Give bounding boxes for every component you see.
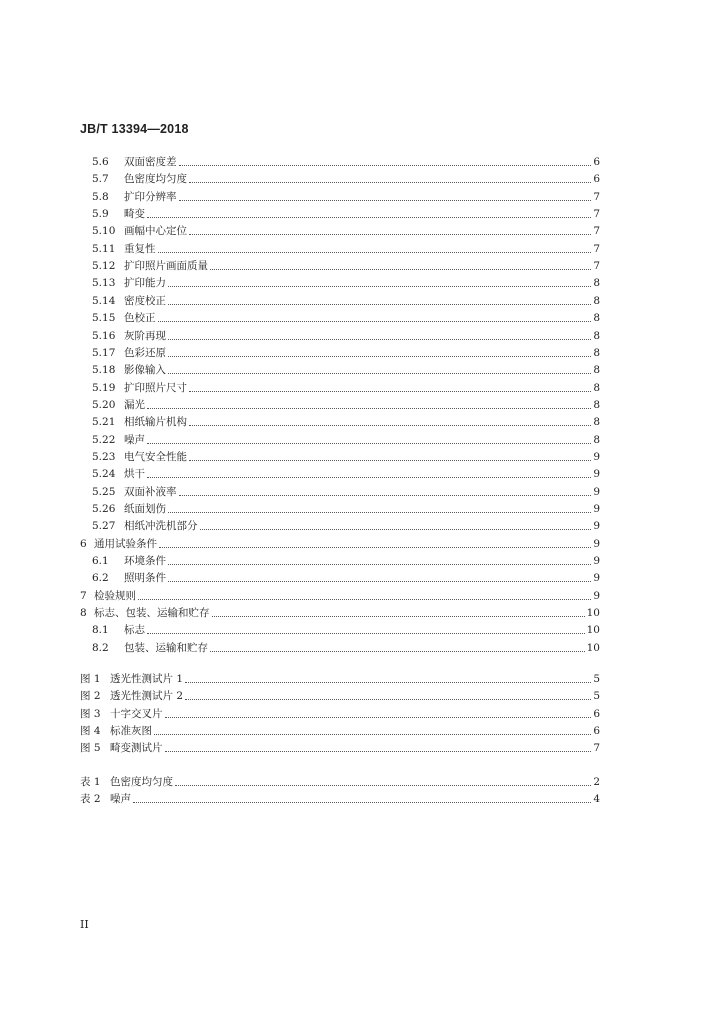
toc-entry[interactable] [80,792,600,806]
toc-entry-page-number: 9 [593,572,600,585]
toc-entry[interactable] [92,381,600,395]
toc-entry-number: 6.1 [92,555,109,568]
toc-entry[interactable] [92,329,600,343]
toc-entry[interactable] [92,259,600,273]
toc-entry-page-number: 7 [593,208,600,221]
dot-leader [189,391,591,392]
toc-entry-page-number: 7 [593,242,600,255]
dot-leader [189,460,591,461]
toc-entry-title: 双面密度差 [124,156,177,168]
toc-entry-title: 畸变测试片 [110,742,163,755]
toc-entry-title: 影像输入 [124,364,166,377]
toc-entry[interactable] [92,571,600,585]
dot-leader [168,286,591,287]
toc-entry-title: 扩印能力 [124,277,166,290]
toc-entry-title: 十字交叉片 [110,707,163,720]
toc-entry[interactable] [80,724,600,738]
dot-leader [133,802,591,803]
toc-entry-title: 双面补液率 [124,485,177,498]
toc-entry[interactable] [92,641,600,655]
dot-leader [189,182,591,183]
toc-entry[interactable] [92,346,600,360]
toc-entry-number: 5.17 [92,346,116,359]
toc-entry-title: 扩印分辨率 [124,190,177,203]
dot-leader [158,321,592,322]
toc-entry-title: 噪声 [124,433,145,446]
dot-leader [189,425,591,426]
toc-entry[interactable] [92,467,600,481]
toc-entry-title: 扩印照片尺寸 [124,381,187,394]
toc-entry-page-number: 6 [593,156,600,168]
toc-entry-page-number: 8 [593,346,600,359]
dot-leader [154,734,591,735]
toc-entry-title: 烘干 [124,468,145,481]
toc-entry-number: 5.14 [92,294,116,307]
toc-entry-title: 相纸输片机构 [124,416,187,429]
toc-entry-page-number: 10 [586,624,600,637]
toc-entry-number: 5.9 [92,208,109,221]
dot-leader [210,269,591,270]
toc-entry-title: 扩印照片画面质量 [124,260,208,273]
toc-entry-page-number: 9 [593,537,600,550]
toc-entry[interactable] [92,450,600,464]
toc-entry-number: 表 2 [80,793,101,806]
toc-entry-title: 噪声 [110,793,131,806]
toc-entry[interactable] [92,519,600,533]
page-number-footer: II [80,918,89,931]
toc-entry-page-number: 8 [593,294,600,307]
toc-entry-page-number: 5 [593,673,600,685]
toc-entry-title: 灰阶再现 [124,329,166,342]
toc-entry-number: 5.11 [92,242,116,255]
toc-entry-number: 8.1 [92,624,109,637]
toc-entry[interactable] [92,623,600,637]
dot-leader [159,547,591,548]
toc-entry-title: 色彩还原 [124,346,166,359]
toc-entry-title: 色校正 [124,312,156,325]
toc-entry-page-number: 9 [593,503,600,515]
toc-entry-title: 检验规则 [94,589,136,602]
toc-entry-page-number: 9 [593,485,600,498]
dot-leader [179,200,592,201]
toc-entry-number: 5.10 [92,225,116,238]
toc-entry-number: 5.26 [92,503,116,515]
toc-entry-number: 5.21 [92,416,116,429]
dot-leader [165,717,592,718]
toc-entry-page-number: 10 [586,641,600,654]
toc-entry-page-number: 8 [593,312,600,325]
dot-leader [147,633,585,634]
toc-entry[interactable] [92,155,600,169]
toc-entry-page-number: 7 [593,260,600,273]
toc-entry-number: 8 [80,607,87,620]
toc-entry-number: 6 [80,537,87,550]
dot-leader [189,234,591,235]
toc-entry-title: 相纸冲洗机部分 [124,520,198,533]
toc-entry[interactable] [92,398,600,412]
toc-entry-number: 5.7 [92,173,109,186]
dot-leader [185,682,591,683]
toc-entry[interactable] [80,672,600,686]
toc-entry-number: 5.19 [92,381,116,394]
toc-entry-number: 图 4 [80,725,101,738]
toc-entry-number: 5.13 [92,277,116,290]
dot-leader [185,699,591,700]
toc-entry-page-number: 8 [593,381,600,394]
dot-leader [200,529,592,530]
toc-entry-number: 5.18 [92,364,116,377]
dot-leader [168,339,591,340]
toc-entry-number: 6.2 [92,572,109,585]
toc-entry-number: 5.12 [92,260,116,273]
toc-entry-number: 5.25 [92,485,116,498]
toc-entry-number: 图 2 [80,690,101,703]
toc-entry-page-number: 9 [593,555,600,568]
toc-entry[interactable] [92,294,600,308]
toc-entry-page-number: 7 [593,225,600,238]
toc-entry[interactable] [92,242,600,256]
toc-entry-page-number: 6 [593,725,600,738]
toc-entry-title: 漏光 [124,398,145,411]
toc-entry-number: 5.24 [92,468,116,481]
toc-entry[interactable] [92,502,600,516]
toc-entry[interactable] [92,224,600,238]
toc-entry[interactable] [92,311,600,325]
toc-entry-page-number: 9 [593,520,600,533]
toc-entry-page-number: 8 [593,416,600,429]
toc-entry-page-number: 6 [593,173,600,186]
dot-leader [147,443,591,444]
toc-entry[interactable] [80,741,600,755]
toc-entry[interactable] [80,707,600,721]
dot-leader [138,599,591,600]
toc-entry-page-number: 10 [586,607,600,620]
dot-leader [179,165,592,166]
toc-entry-page-number: 5 [593,690,600,703]
toc-entry-page-number: 9 [593,450,600,463]
toc-entry-title: 重复性 [124,242,156,255]
dot-leader [179,495,592,496]
toc-entry[interactable] [92,485,600,499]
dot-leader [158,252,592,253]
toc-entry-page-number: 9 [593,589,600,602]
toc-entry[interactable] [80,589,600,603]
toc-entry-number: 5.20 [92,398,116,411]
dot-leader [147,477,591,478]
toc-entry[interactable] [80,606,600,620]
toc-entry-title: 电气安全性能 [124,450,187,463]
toc-entry[interactable] [92,207,600,221]
dot-leader [168,581,591,582]
toc-entry-title: 透光性测试片 1 [110,673,184,685]
toc-entry-title: 通用试验条件 [94,537,157,550]
toc-entry-page-number: 7 [593,190,600,203]
toc-entry[interactable] [92,363,600,377]
toc-entry-title: 标志 [124,624,145,637]
document-code-header: JB/T 13394—2018 [80,122,189,136]
dot-leader [168,373,591,374]
dot-leader [168,304,591,305]
toc-entry-page-number: 9 [593,468,600,481]
toc-entry[interactable] [80,689,600,703]
dot-leader [175,785,591,786]
toc-entry-title: 画幅中心定位 [124,225,187,238]
dot-leader [147,408,591,409]
toc-entry[interactable] [92,554,600,568]
toc-entry-number: 图 1 [80,673,101,685]
dot-leader [147,217,591,218]
dot-leader [168,512,591,513]
toc-entry-number: 图 3 [80,707,101,720]
toc-entry-title: 色密度均匀度 [124,173,187,186]
dot-leader [168,564,591,565]
toc-entry-number: 7 [80,589,87,602]
toc-entry-number: 5.16 [92,329,116,342]
toc-entry-title: 照明条件 [124,572,166,585]
dot-leader [210,651,585,652]
toc-entry[interactable] [92,433,600,447]
toc-entry-title: 透光性测试片 2 [110,690,184,703]
toc-entry-number: 8.2 [92,641,109,654]
toc-entry-title: 环境条件 [124,555,166,568]
toc-entry-number: 5.27 [92,520,116,533]
toc-entry-number: 5.6 [92,156,109,168]
toc-entry-number: 5.22 [92,433,116,446]
toc-entry-number: 表 1 [80,776,101,788]
toc-entry-page-number: 8 [593,364,600,377]
dot-leader [212,616,585,617]
toc-entry[interactable] [92,172,600,186]
toc-entry-title: 包装、运输和贮存 [124,641,208,654]
toc-entry-title: 标准灰图 [110,725,152,738]
toc-entry[interactable] [80,775,600,789]
toc-entry[interactable] [92,190,600,204]
toc-entry-title: 畸变 [124,208,145,221]
toc-entry-title: 色密度均匀度 [110,776,173,788]
toc-entry-number: 5.23 [92,450,116,463]
toc-entry[interactable] [92,276,600,290]
toc-entry-page-number: 2 [593,776,600,788]
toc-entry[interactable] [92,415,600,429]
toc-entry-page-number: 8 [593,277,600,290]
toc-entry-number: 5.15 [92,312,116,325]
toc-entry-page-number: 8 [593,329,600,342]
toc-entry-page-number: 8 [593,433,600,446]
toc-entry-title: 标志、包装、运输和贮存 [94,607,210,620]
toc-entry-number: 图 5 [80,742,101,755]
toc-entry-page-number: 8 [593,398,600,411]
toc-entry-page-number: 7 [593,742,600,755]
dot-leader [168,356,591,357]
toc-entry-title: 密度校正 [124,294,166,307]
dot-leader [165,751,592,752]
toc-entry-page-number: 6 [593,707,600,720]
toc-entry-page-number: 4 [593,793,600,806]
toc-entry-title: 纸面划伤 [124,503,166,515]
toc-entry[interactable] [80,537,600,551]
toc-entry-number: 5.8 [92,190,109,203]
